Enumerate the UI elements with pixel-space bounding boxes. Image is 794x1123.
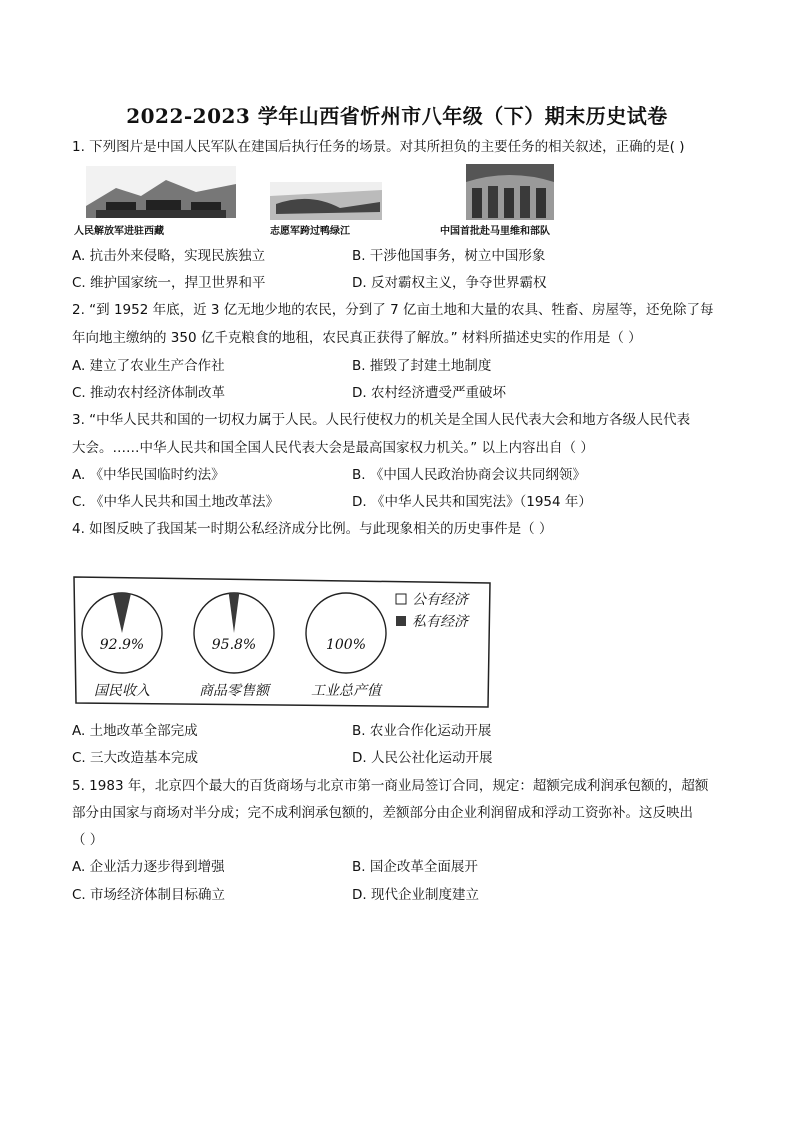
q5-option-b[interactable]: B. 国企改革全面展开: [352, 859, 478, 875]
exam-title: 2022-2023 学年山西省忻州市八年级（下）期末历史试卷: [126, 104, 668, 128]
q5-stem-line1: 5. 1983 年，北京四个最大的百货商场与北京市第一商业局签订合同，规定：超额完成利润承包额的，超额: [72, 778, 709, 794]
pie-public-slice: [306, 593, 386, 673]
q4-stem: 4. 如图反映了我国某一时期公私经济成分比例。与此现象相关的历史事件是（ ）: [72, 521, 553, 537]
q5-stem-line3: （ ）: [72, 832, 104, 848]
q1-option-c[interactable]: C. 维护国家统一，捍卫世界和平: [72, 275, 266, 291]
pie-value-label: 92.9%: [99, 637, 145, 653]
pie-category-label: 商品零售额: [199, 683, 269, 699]
q1-photo-tibet: [72, 160, 242, 240]
q2-option-b[interactable]: B. 摧毁了封建土地制度: [352, 358, 492, 374]
photo-caption: 志愿军跨过鸭绿江: [270, 226, 350, 237]
legend-swatch-public: [396, 594, 406, 604]
q2-stem-line1: 2. “到 1952 年底，近 3 亿无地少地的农民，分到了 7 亿亩土地和大量的农具、牲畜、房屋等，还免除了每: [72, 302, 714, 318]
q3-stem-line2: 大会。……中华人民共和国全国人民代表大会是最高国家权力机关。” 以上内容出自（ ）: [72, 440, 594, 456]
q5-option-d[interactable]: D. 现代企业制度建立: [352, 887, 479, 903]
q5-option-c[interactable]: C. 市场经济体制目标确立: [72, 887, 226, 903]
q3-option-b[interactable]: B. 《中国人民政治协商会议共同纲领》: [352, 467, 586, 483]
legend-swatch-private: [396, 616, 406, 626]
q2-option-c[interactable]: C. 推动农村经济体制改革: [72, 385, 226, 401]
photo-caption: 人民解放军进驻西藏: [74, 226, 164, 237]
pie-category-label: 国民收入: [94, 683, 150, 699]
photo-caption: 中国首批赴马里维和部队: [440, 226, 550, 237]
q4-option-a[interactable]: A. 土地改革全部完成: [72, 723, 198, 739]
economy-pie-chart: [72, 575, 492, 710]
pie-category-label: 工业总产值: [311, 683, 381, 699]
q2-option-a[interactable]: A. 建立了农业生产合作社: [72, 358, 225, 374]
legend-label-public: 公有经济: [412, 592, 468, 608]
pie-value-label: 100%: [325, 637, 367, 653]
chart-legend: [396, 592, 470, 630]
q1-option-a[interactable]: A. 抗击外来侵略，实现民族独立: [72, 248, 266, 264]
q5-stem-line2: 部分由国家与商场对半分成；完不成利润承包额的，差额部分由企业利润留成和浮动工资弥补。这反映出: [72, 805, 693, 821]
legend-label-private: 私有经济: [412, 614, 468, 630]
q4-option-d[interactable]: D. 人民公社化运动开展: [352, 750, 493, 766]
q1-stem: 1. 下列图片是中国人民军队在建国后执行任务的场景。对其所担负的主要任务的相关叙述，正确的是( ): [72, 139, 685, 155]
q5-option-a[interactable]: A. 企业活力逐步得到增强: [72, 859, 225, 875]
q3-stem-line1: 3. “中华人民共和国的一切权力属于人民。人民行使权力的机关是全国人民代表大会和地方各级人民代表: [72, 412, 691, 428]
q2-option-d[interactable]: D. 农村经济遭受严重破坏: [352, 385, 506, 401]
q3-option-d[interactable]: D. 《中华人民共和国宪法》（1954 年）: [352, 494, 592, 510]
q1-photo-yalu: [262, 160, 392, 240]
q1-option-d[interactable]: D. 反对霸权主义，争夺世界霸权: [352, 275, 547, 291]
q1-photo-mali: [440, 160, 600, 240]
q3-option-a[interactable]: A. 《中华民国临时约法》: [72, 467, 225, 483]
q4-option-b[interactable]: B. 农业合作化运动开展: [352, 723, 492, 739]
q2-stem-line2: 年向地主缴纳的 350 亿千克粮食的地租，农民真正获得了解放。” 材料所描述史实的作用是（ ）: [72, 330, 642, 346]
q3-option-c[interactable]: C. 《中华人民共和国土地改革法》: [72, 494, 280, 510]
pie-value-label: 95.8%: [211, 637, 257, 653]
q4-option-c[interactable]: C. 三大改造基本完成: [72, 750, 199, 766]
q1-option-b[interactable]: B. 干涉他国事务，树立中国形象: [352, 248, 546, 264]
